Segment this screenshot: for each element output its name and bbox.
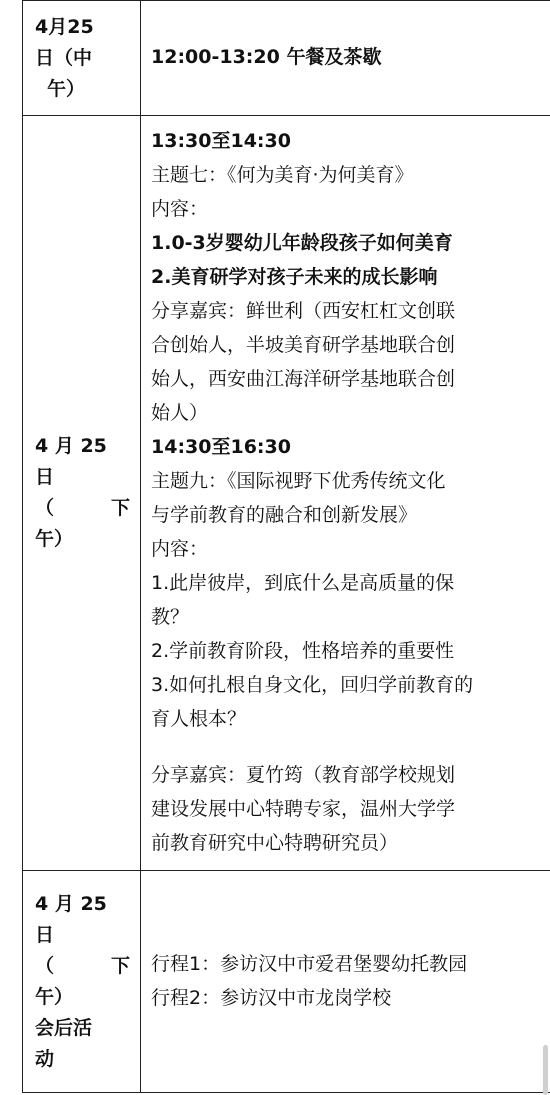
- date-line-pair: [35, 951, 130, 982]
- date-line: （: [35, 497, 55, 519]
- content-item: 2.美育研学对孩子未来的成长影响: [151, 266, 438, 288]
- date-cell: [23, 1, 141, 116]
- session-topic: 主题七：《何为美育·为何美育》: [151, 164, 414, 186]
- date-line: 4 月 25: [35, 892, 107, 915]
- spacer: [151, 736, 550, 758]
- date-line: 日: [35, 923, 55, 946]
- date-line: 4月25: [35, 15, 94, 38]
- content-item: 1.此岸彼岸，到底什么是高质量的保: [151, 572, 455, 594]
- date-line: （: [35, 954, 55, 977]
- content-label: 内容：: [151, 198, 209, 220]
- guest-line: 始人，西安曲江海洋研学基地联合创: [151, 368, 456, 390]
- content-item: 教？: [151, 606, 190, 628]
- session-time: 14:30至16:30: [151, 436, 291, 458]
- content-cell: [141, 871, 550, 1093]
- itinerary-item: 行程1：参访汉中市爱君堡婴幼托教园: [151, 952, 468, 975]
- guest-line: 前教育研究中心特聘研究员）: [151, 832, 399, 854]
- date-line: 下: [110, 954, 130, 977]
- schedule-row-lunch: [23, 1, 550, 116]
- content-item: 育人根本？: [151, 708, 247, 730]
- schedule-row-afternoon: [23, 116, 550, 871]
- date-line-pair: [35, 493, 130, 524]
- guest-line: 分享嘉宾：鲜世利（西安杠杠文创联: [151, 300, 456, 322]
- date-line: 午）: [35, 528, 74, 550]
- itinerary-item: 行程2：参访汉中市龙岗学校: [151, 986, 392, 1009]
- lunch-line: 12:00-13:20 午餐及茶歇: [151, 46, 382, 68]
- date-line: 午）: [35, 985, 74, 1008]
- guest-line: 始人）: [151, 402, 209, 424]
- scrollbar[interactable]: [543, 1045, 548, 1095]
- content-cell: [141, 116, 550, 871]
- content-cell: [141, 1, 550, 116]
- date-line: 午）: [47, 77, 86, 100]
- date-line: 日（中: [35, 46, 93, 69]
- session-time: 13:30至14:30: [151, 130, 291, 152]
- date-line: 会后活: [35, 1016, 93, 1039]
- content-label: 内容：: [151, 538, 209, 560]
- content-item: 1.0-3岁婴幼儿年龄段孩子如何美育: [151, 232, 453, 254]
- schedule-row-post-event: [23, 871, 550, 1093]
- session-topic: 与学前教育的融合和创新发展》: [151, 504, 418, 526]
- date-line: 下: [110, 497, 130, 519]
- guest-line: 合创始人，半坡美育研学基地联合创: [151, 334, 456, 356]
- guest-line: 建设发展中心特聘专家，温州大学学: [151, 798, 456, 820]
- schedule-table: [22, 0, 550, 1093]
- date-line: 4 月 25: [35, 435, 107, 457]
- date-line: 日: [35, 466, 55, 488]
- date-cell: [23, 871, 141, 1093]
- content-item: 3.如何扎根自身文化，回归学前教育的: [151, 674, 474, 696]
- date-cell: [23, 116, 141, 871]
- session-topic: 主题九：《国际视野下优秀传统文化: [151, 470, 446, 492]
- guest-line: 分享嘉宾：夏竹筠（教育部学校规划: [151, 764, 456, 786]
- content-item: 2.学前教育阶段，性格培养的重要性: [151, 640, 455, 662]
- date-line: 动: [35, 1047, 55, 1070]
